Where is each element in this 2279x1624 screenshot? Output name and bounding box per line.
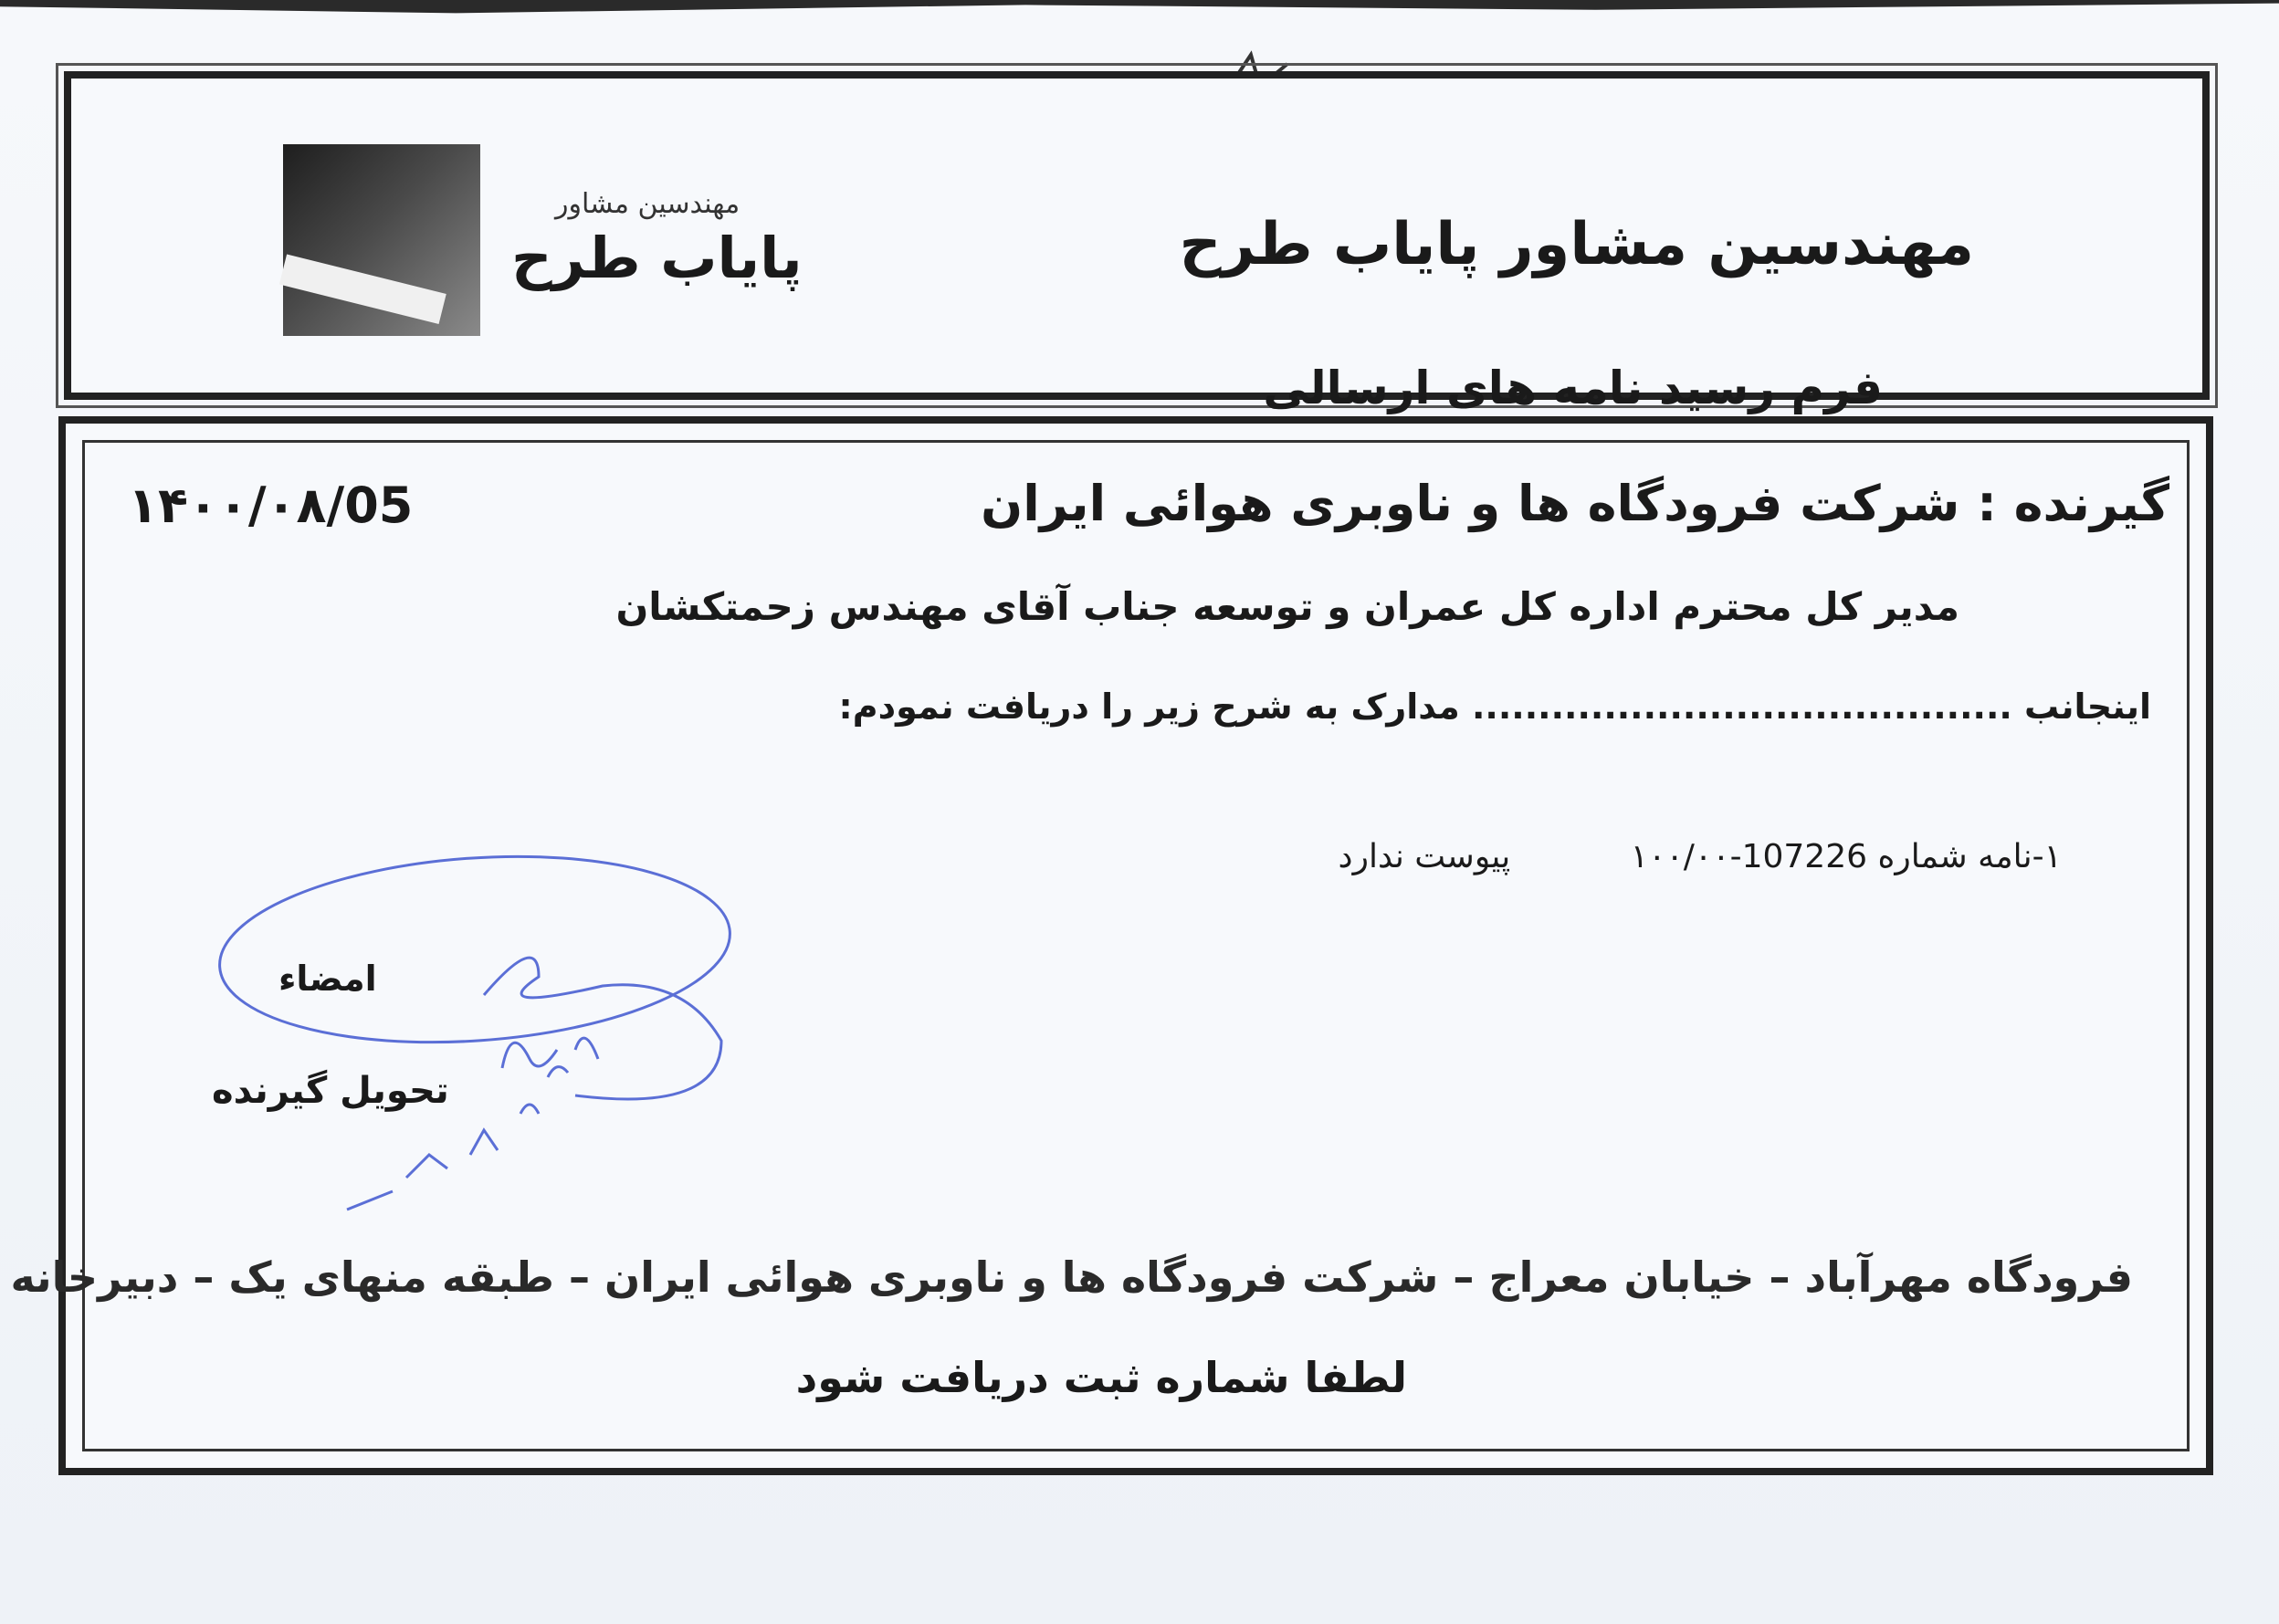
manager-line: مدیر کل محترم اداره کل عمران و توسعه جناب آقای مهندس زحمتکشان xyxy=(615,584,1959,629)
form-title: فرم رسید نامه های ارسالی xyxy=(1263,361,1883,414)
item-attachment: پیوست ندارد xyxy=(1338,838,1511,875)
recipient-line: گیرنده : شرکت فرودگاه ها و ناوبری هوائی ایران xyxy=(981,475,2169,532)
logo-swoosh xyxy=(279,255,446,325)
signature-icon xyxy=(210,840,794,1223)
company-logo-icon xyxy=(283,144,480,336)
date: ۱۴۰۰/۰۸/05 xyxy=(128,477,414,534)
logo-title: پایاب طرح xyxy=(511,225,803,291)
company-title: مهندسین مشاور پایاب طرح xyxy=(1179,211,1974,278)
receiver-label: تحویل گیرنده xyxy=(212,1070,449,1112)
scan-edge xyxy=(0,0,2279,16)
address-line: فرودگاه مهرآباد – خیابان معراج – شرکت فرودگاه ها و ناوبری هوائی ایران – طبقه منهای یک – دبیرخانه xyxy=(10,1252,2133,1302)
item-number: ۱-نامه شماره 107226-۱۰۰/۰۰ xyxy=(1630,838,2062,875)
received-statement: اینجانب ......................................... مدارک به شرح زیر را دریافت نمودم: xyxy=(838,686,2151,727)
logo-subtitle: مهندسین مشاور xyxy=(555,188,740,220)
registration-note: لطفا شماره ثبت دریافت شود xyxy=(795,1353,1407,1402)
signature-label: امضاء xyxy=(278,959,377,999)
document-item xyxy=(1339,838,2062,875)
